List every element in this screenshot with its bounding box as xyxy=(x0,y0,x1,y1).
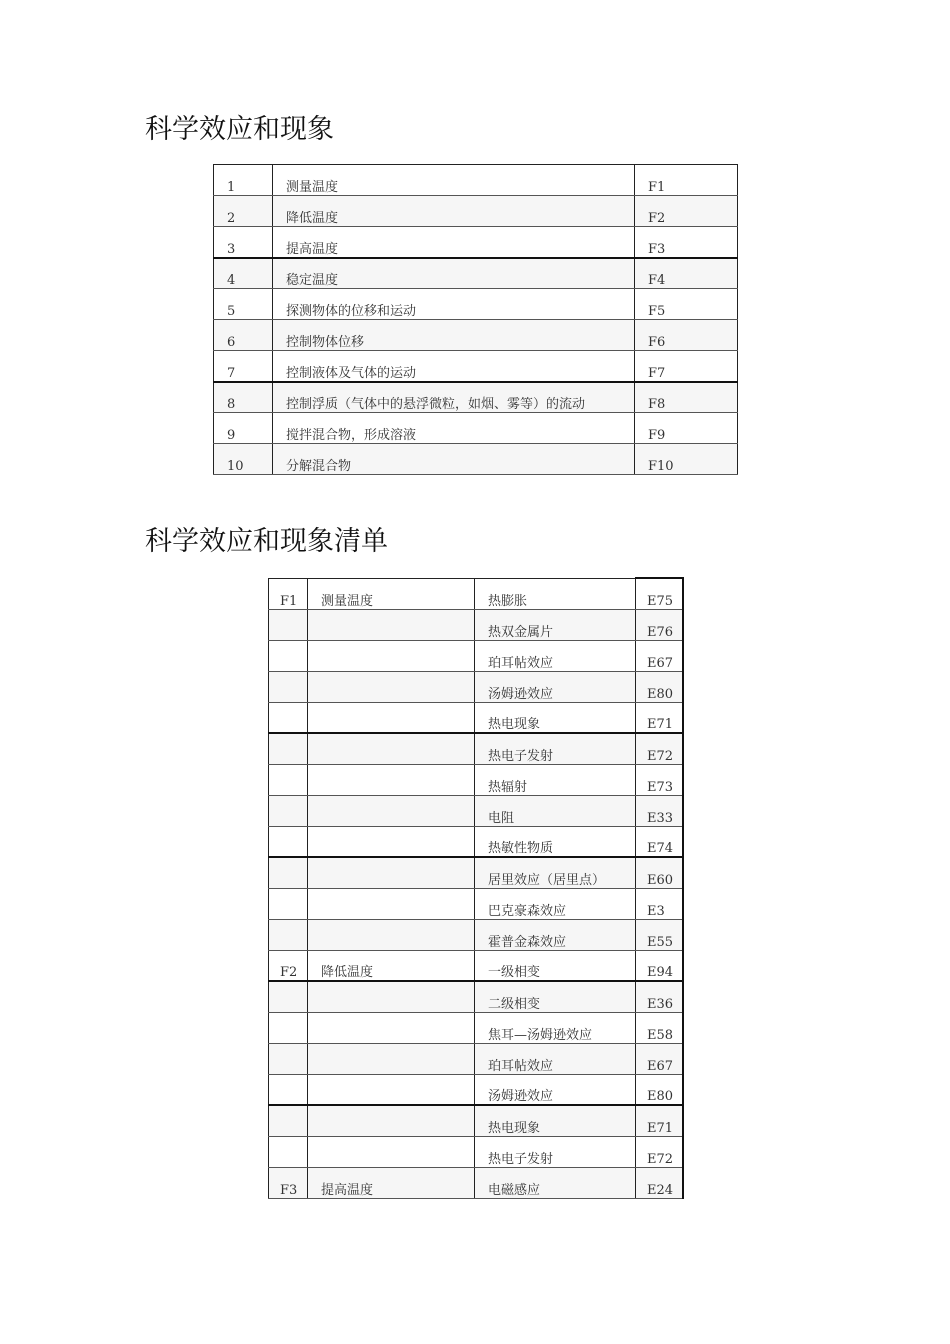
effect-code: E75 xyxy=(636,578,683,609)
effect-code: E94 xyxy=(636,950,683,981)
function-code: F3 xyxy=(269,1167,308,1198)
function-code: F4 xyxy=(635,258,738,289)
function-name: 稳定温度 xyxy=(273,258,635,289)
function-name xyxy=(308,702,475,733)
function-code xyxy=(269,1074,308,1105)
table-row xyxy=(269,826,683,857)
table-row xyxy=(214,289,738,320)
section2-title: 科学效应和现象清单 xyxy=(145,526,388,557)
function-code xyxy=(269,826,308,857)
effect-name: 热辐射 xyxy=(475,764,636,795)
function-code xyxy=(269,919,308,950)
table-row xyxy=(269,1043,683,1074)
effect-name: 电磁感应 xyxy=(475,1167,636,1198)
function-name: 搅拌混合物，形成溶液 xyxy=(273,413,635,444)
row-number: 6 xyxy=(214,320,273,351)
table-row xyxy=(269,578,683,609)
effect-name: 电阻 xyxy=(475,795,636,826)
table-row xyxy=(214,382,738,413)
function-name xyxy=(308,733,475,764)
row-number: 5 xyxy=(214,289,273,320)
table-row xyxy=(269,981,683,1012)
row-number: 9 xyxy=(214,413,273,444)
table-row xyxy=(269,1105,683,1136)
effect-name: 热电现象 xyxy=(475,702,636,733)
effect-code: E74 xyxy=(636,826,683,857)
function-name xyxy=(308,671,475,702)
function-name: 测量温度 xyxy=(308,578,475,609)
row-number: 1 xyxy=(214,165,273,196)
table-row xyxy=(214,165,738,196)
function-name: 提高温度 xyxy=(308,1167,475,1198)
function-name xyxy=(308,1012,475,1043)
effect-name: 珀耳帖效应 xyxy=(475,1043,636,1074)
table-row xyxy=(214,413,738,444)
table-row xyxy=(269,888,683,919)
effect-code: E60 xyxy=(636,857,683,888)
effect-name: 一级相变 xyxy=(475,950,636,981)
table-row xyxy=(269,702,683,733)
effect-name: 热敏性物质 xyxy=(475,826,636,857)
table-row xyxy=(269,795,683,826)
effect-name: 热膨胀 xyxy=(475,578,636,609)
function-name xyxy=(308,919,475,950)
effect-name: 二级相变 xyxy=(475,981,636,1012)
effect-code: E3 xyxy=(636,888,683,919)
function-name xyxy=(308,609,475,640)
section1-title: 科学效应和现象 xyxy=(145,114,334,145)
function-name xyxy=(308,826,475,857)
effect-code: E67 xyxy=(636,640,683,671)
function-code: F2 xyxy=(269,950,308,981)
effects-table xyxy=(268,577,684,1199)
table-row xyxy=(214,196,738,227)
function-code xyxy=(269,702,308,733)
function-name: 降低温度 xyxy=(273,196,635,227)
function-code xyxy=(269,1012,308,1043)
table-row xyxy=(269,1167,683,1198)
table-row xyxy=(214,258,738,289)
effect-name: 热电现象 xyxy=(475,1105,636,1136)
row-number: 7 xyxy=(214,351,273,382)
function-code: F7 xyxy=(635,351,738,382)
table-row xyxy=(214,444,738,475)
function-name: 控制物体位移 xyxy=(273,320,635,351)
effect-code: E72 xyxy=(636,1136,683,1167)
effect-code: E55 xyxy=(636,919,683,950)
function-name xyxy=(308,1074,475,1105)
function-code xyxy=(269,640,308,671)
function-name xyxy=(308,888,475,919)
effect-code: E80 xyxy=(636,1074,683,1105)
function-code xyxy=(269,888,308,919)
row-number: 3 xyxy=(214,227,273,258)
function-code xyxy=(269,981,308,1012)
function-name: 提高温度 xyxy=(273,227,635,258)
effect-name: 居里效应（居里点） xyxy=(475,857,636,888)
function-name: 探测物体的位移和运动 xyxy=(273,289,635,320)
table-row xyxy=(269,1012,683,1043)
table-row xyxy=(269,671,683,702)
function-name xyxy=(308,764,475,795)
effect-code: E80 xyxy=(636,671,683,702)
row-number: 8 xyxy=(214,382,273,413)
table-row xyxy=(269,950,683,981)
effect-code: E58 xyxy=(636,1012,683,1043)
table-row xyxy=(269,919,683,950)
function-code xyxy=(269,1105,308,1136)
effect-code: E71 xyxy=(636,1105,683,1136)
function-code: F1 xyxy=(635,165,738,196)
effect-name: 霍普金森效应 xyxy=(475,919,636,950)
effect-name: 巴克豪森效应 xyxy=(475,888,636,919)
function-code xyxy=(269,1136,308,1167)
function-code: F1 xyxy=(269,578,308,609)
table-row xyxy=(269,1074,683,1105)
effect-name: 汤姆逊效应 xyxy=(475,671,636,702)
table-row xyxy=(269,609,683,640)
function-name xyxy=(308,795,475,826)
function-code xyxy=(269,733,308,764)
table-row xyxy=(214,320,738,351)
effect-code: E36 xyxy=(636,981,683,1012)
effect-code: E67 xyxy=(636,1043,683,1074)
table-row xyxy=(214,351,738,382)
table-row xyxy=(269,857,683,888)
function-code xyxy=(269,1043,308,1074)
effect-code: E73 xyxy=(636,764,683,795)
function-code: F2 xyxy=(635,196,738,227)
function-name: 控制液体及气体的运动 xyxy=(273,351,635,382)
function-name xyxy=(308,1043,475,1074)
function-code xyxy=(269,609,308,640)
effect-name: 汤姆逊效应 xyxy=(475,1074,636,1105)
function-name: 测量温度 xyxy=(273,165,635,196)
effect-name: 热电子发射 xyxy=(475,733,636,764)
function-code xyxy=(269,795,308,826)
function-code xyxy=(269,857,308,888)
function-name xyxy=(308,857,475,888)
effect-name: 珀耳帖效应 xyxy=(475,640,636,671)
table-row xyxy=(269,1136,683,1167)
functions-table xyxy=(213,164,738,475)
function-code: F8 xyxy=(635,382,738,413)
effect-code: E24 xyxy=(636,1167,683,1198)
function-name xyxy=(308,1105,475,1136)
effect-name: 热双金属片 xyxy=(475,609,636,640)
table-row xyxy=(214,227,738,258)
function-code xyxy=(269,764,308,795)
effect-code: E76 xyxy=(636,609,683,640)
row-number: 10 xyxy=(214,444,273,475)
function-name xyxy=(308,1136,475,1167)
function-code: F6 xyxy=(635,320,738,351)
function-name: 控制浮质（气体中的悬浮微粒，如烟、雾等）的流动 xyxy=(273,382,635,413)
effect-name: 热电子发射 xyxy=(475,1136,636,1167)
function-name xyxy=(308,981,475,1012)
function-code xyxy=(269,671,308,702)
table-row xyxy=(269,733,683,764)
function-name: 降低温度 xyxy=(308,950,475,981)
table-row xyxy=(269,764,683,795)
effect-code: E71 xyxy=(636,702,683,733)
table-row xyxy=(269,640,683,671)
function-name: 分解混合物 xyxy=(273,444,635,475)
function-code: F3 xyxy=(635,227,738,258)
effect-code: E72 xyxy=(636,733,683,764)
function-code: F9 xyxy=(635,413,738,444)
row-number: 4 xyxy=(214,258,273,289)
function-code: F10 xyxy=(635,444,738,475)
effect-code: E33 xyxy=(636,795,683,826)
effect-name: 焦耳—汤姆逊效应 xyxy=(475,1012,636,1043)
row-number: 2 xyxy=(214,196,273,227)
function-code: F5 xyxy=(635,289,738,320)
function-name xyxy=(308,640,475,671)
